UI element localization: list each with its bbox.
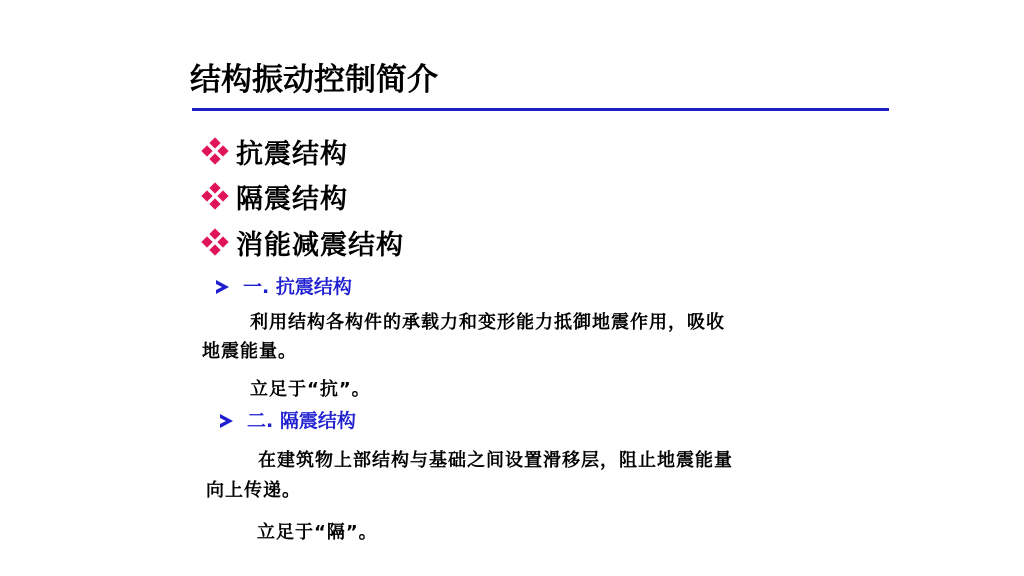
- section-heading-text: 二. 隔震结构: [247, 410, 356, 432]
- section-stance: 立足于“抗”。: [250, 379, 371, 400]
- four-diamond-icon: [202, 138, 228, 164]
- title-underline: [192, 108, 889, 111]
- four-diamond-icon: [202, 183, 228, 209]
- bullet-label: 消能减震结构: [236, 229, 404, 261]
- bullet-label: 抗震结构: [236, 138, 348, 170]
- section-heading-text: 一. 抗震结构: [243, 276, 352, 298]
- four-diamond-icon: [202, 229, 228, 255]
- section-paragraph-line: 在建筑物上部结构与基础之间设置滑移层，阻止地震能量: [258, 450, 733, 471]
- bullet-item-1: [202, 131, 348, 171]
- section-paragraph-line: 利用结构各构件的承载力和变形能力抵御地震作用，吸收: [250, 312, 725, 333]
- arrow-bullet-icon: [220, 414, 233, 428]
- section-heading-seismic: [216, 274, 352, 300]
- section-paragraph-line: 向上传递。: [206, 480, 301, 501]
- section-heading-isolation: [220, 408, 356, 434]
- section-paragraph-line: 地震能量。: [202, 341, 297, 362]
- bullet-label: 隔震结构: [236, 183, 348, 215]
- arrow-bullet-icon: [216, 280, 229, 294]
- bullet-item-3: [202, 222, 404, 262]
- slide-title: 结构振动控制简介: [190, 62, 438, 98]
- bullet-item-2: [202, 176, 348, 216]
- section-stance: 立足于“隔”。: [257, 522, 378, 543]
